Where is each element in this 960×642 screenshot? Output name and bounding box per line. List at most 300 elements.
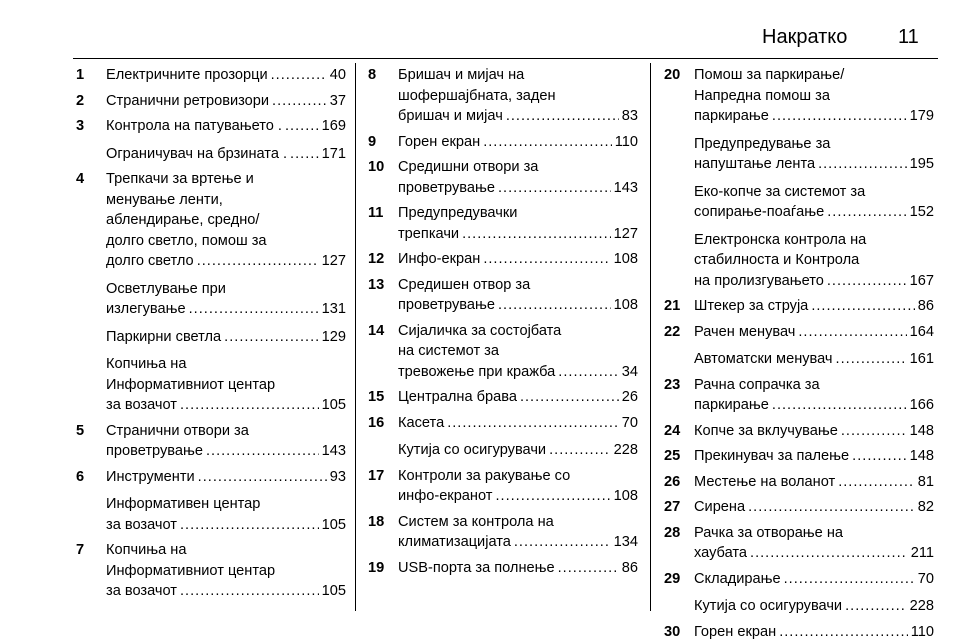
page-reference[interactable]: 70: [621, 414, 638, 431]
entry-line: [694, 182, 934, 203]
entry-line: [398, 532, 638, 553]
dot-leader: [748, 497, 915, 518]
entry-line: [106, 210, 346, 231]
entry-item: [106, 540, 346, 602]
entry-item: [398, 275, 638, 316]
entry-line: [694, 446, 934, 467]
entry-text: Складирање: [694, 570, 781, 587]
page-reference[interactable]: 143: [321, 443, 346, 459]
entry-line: [398, 321, 638, 342]
page-reference[interactable]: 143: [613, 179, 638, 196]
index-entry: [76, 116, 346, 164]
entry-text: Странични ретровизори: [106, 92, 270, 109]
page-reference[interactable]: 166: [909, 397, 934, 413]
entry-line: [398, 106, 638, 127]
dot-leader: [827, 271, 907, 292]
dot-leader: [483, 249, 610, 270]
entry-line: [106, 116, 346, 137]
entry-line: [106, 169, 346, 190]
entry-line: [398, 512, 638, 533]
entry-text: Информативен центар: [106, 496, 261, 512]
page-header: [0, 18, 960, 48]
page-reference[interactable]: 131: [321, 301, 346, 317]
entry-text: Сијаличка за состојбата: [398, 322, 562, 339]
entry-text: паркирање: [694, 108, 769, 124]
page-reference[interactable]: 161: [909, 351, 934, 367]
entry-line: [694, 622, 934, 642]
page-reference[interactable]: 134: [613, 534, 638, 550]
dot-leader: [271, 65, 327, 86]
index-entry: [664, 523, 934, 564]
entry-line: [106, 65, 346, 86]
page-reference[interactable]: 127: [613, 225, 638, 242]
dot-leader: [779, 622, 908, 642]
entry-line: [106, 395, 346, 416]
dot-leader: [549, 440, 611, 461]
index-entry: [664, 65, 934, 291]
dot-leader: [750, 543, 908, 564]
entry-text: Паркирни светла: [106, 328, 222, 345]
entry-line: [694, 497, 934, 518]
entry-item: [694, 230, 934, 292]
index-entry: [368, 512, 638, 553]
entry-number: 14: [368, 322, 385, 339]
entry-item: [694, 65, 934, 127]
page-reference[interactable]: 179: [909, 108, 934, 124]
entry-text: Контрола на патувањето .: [106, 118, 282, 134]
page-number: 11: [898, 26, 919, 48]
entry-item: [398, 132, 638, 153]
entry-line: [694, 569, 934, 590]
entry-text: Касета: [398, 414, 445, 431]
entry-line: [106, 231, 346, 252]
dot-leader: [558, 558, 619, 579]
entry-text: USB-порта за полнење: [398, 559, 555, 576]
index-entry: [664, 421, 934, 442]
entry-text: стабилноста и Контрола: [694, 252, 860, 268]
entry-text: бришач и мијач: [398, 108, 503, 124]
index-entry: [368, 321, 638, 383]
entry-text: за возачот: [106, 583, 177, 599]
entry-text: Осветлување при: [106, 280, 226, 297]
dot-leader: [189, 299, 319, 320]
entry-text: Рачна сопрачка за: [694, 376, 820, 393]
entry-line: [694, 349, 934, 370]
entry-text: хаубата: [694, 545, 748, 561]
page-reference[interactable]: 171: [321, 145, 346, 162]
index-entry: [76, 169, 346, 416]
page-reference[interactable]: 83: [621, 108, 638, 124]
entry-item: [694, 523, 934, 564]
dot-leader: [827, 202, 906, 223]
entry-text: долго светло, помош за: [106, 232, 267, 249]
entry-item: [106, 467, 346, 488]
entry-item: [106, 494, 346, 535]
entry-line: [106, 515, 346, 536]
entry-line: [106, 441, 346, 462]
entry-text: проветрување: [398, 179, 495, 196]
entry-item: [694, 622, 934, 642]
entry-text: сопирање-поаѓање: [694, 204, 825, 220]
page-reference[interactable]: 152: [909, 204, 934, 220]
entry-text: Местење на воланот: [694, 473, 836, 490]
entry-line: [106, 251, 346, 272]
entry-item: [694, 134, 934, 175]
entry-text: Информативниот центар: [106, 562, 276, 579]
entry-text: Копчиња на: [106, 356, 187, 372]
entry-item: [106, 91, 346, 112]
entry-number: 13: [368, 276, 385, 293]
entry-text: Горен екран: [694, 623, 777, 640]
entry-text: за возачот: [106, 516, 177, 533]
entry-line: [694, 134, 934, 155]
page-reference[interactable]: 105: [321, 516, 346, 533]
entry-text: Рачка за отворање на: [694, 524, 844, 541]
column-divider: [650, 63, 651, 611]
entry-line: [106, 327, 346, 348]
dot-leader: [845, 596, 907, 617]
entry-item: [694, 296, 934, 317]
dot-leader: [206, 441, 319, 462]
entry-number: 18: [368, 513, 385, 530]
page-reference[interactable]: 164: [909, 323, 934, 340]
page-reference[interactable]: 37: [329, 92, 346, 109]
entry-line: [694, 395, 934, 416]
entry-number: 9: [368, 133, 377, 150]
entry-item: [398, 65, 638, 127]
page-reference[interactable]: 108: [613, 297, 638, 313]
entry-line: [694, 523, 934, 544]
entry-item: [694, 472, 934, 493]
entry-text: за возачот: [106, 397, 177, 413]
entry-line: [398, 275, 638, 296]
dot-leader: [198, 467, 327, 488]
entry-number: 24: [664, 422, 681, 439]
entry-number: 22: [664, 323, 681, 340]
column-divider: [355, 63, 356, 611]
index-entry: [664, 622, 934, 642]
dot-leader: [811, 296, 914, 317]
dot-leader: [224, 327, 318, 348]
entry-item: [398, 413, 638, 434]
entry-item: [398, 321, 638, 383]
page-reference[interactable]: 105: [321, 397, 346, 413]
entry-number: 25: [664, 448, 681, 464]
index-entry: [664, 569, 934, 617]
dot-leader: [462, 224, 611, 245]
entry-item: [398, 157, 638, 198]
dot-leader: [772, 106, 907, 127]
index-entry: [368, 249, 638, 270]
entry-text: Кутија со осигурувачи: [398, 442, 547, 458]
page-reference[interactable]: 86: [621, 559, 638, 576]
entry-number: 20: [664, 67, 681, 83]
entry-line: [106, 190, 346, 211]
entry-line: [106, 581, 346, 602]
entry-text: Сирена: [694, 499, 746, 515]
page-reference[interactable]: 148: [909, 448, 934, 464]
entry-text: Еко-копче за системот за: [694, 183, 866, 200]
page-title: Накратко: [762, 26, 848, 48]
page-reference[interactable]: 167: [909, 272, 934, 289]
entry-item: [694, 349, 934, 370]
entry-text: менување ленти,: [106, 191, 223, 208]
index-entry: [368, 203, 638, 244]
index-entry: [664, 497, 934, 518]
entry-text: климатизацијата: [398, 534, 511, 550]
entry-line: [106, 354, 346, 375]
entry-text: Предупредувачки: [398, 205, 518, 221]
entry-item: [398, 249, 638, 270]
index-entry: [368, 466, 638, 507]
entry-item: [694, 375, 934, 416]
entry-item: [694, 421, 934, 442]
entry-text: Електричните прозорци: [106, 67, 268, 83]
page-reference[interactable]: 211: [910, 545, 934, 561]
page-reference[interactable]: 228: [909, 598, 934, 614]
entry-line: [694, 421, 934, 442]
dot-leader: [818, 154, 907, 175]
entry-number: 23: [664, 376, 681, 393]
entry-number: 10: [368, 159, 385, 175]
entry-number: 1: [76, 67, 85, 83]
entry-text: излегување: [106, 301, 186, 317]
entry-text: напуштање лента: [694, 156, 816, 172]
dot-leader: [197, 251, 319, 272]
entry-line: [398, 132, 638, 153]
page-reference[interactable]: 228: [613, 442, 638, 458]
entry-item: [106, 169, 346, 272]
entry-line: [398, 440, 638, 461]
entry-line: [398, 249, 638, 270]
entry-item: [694, 596, 934, 617]
entry-item: [694, 497, 934, 518]
entry-item: [398, 387, 638, 408]
page-reference[interactable]: 148: [909, 422, 934, 439]
entry-item: [398, 203, 638, 244]
entry-line: [398, 466, 638, 487]
header-rule: [73, 58, 938, 59]
entry-text: инфо-екранот: [398, 488, 493, 504]
entry-line: [694, 322, 934, 343]
entry-text: Инструменти: [106, 468, 195, 485]
dot-leader: [180, 515, 319, 536]
entry-text: паркирање: [694, 397, 769, 413]
entry-text: трепкачи: [398, 225, 460, 242]
entry-text: проветрување: [106, 443, 203, 459]
index-column-middle: [368, 63, 638, 578]
dot-leader: [798, 322, 906, 343]
entry-text: Средишни отвори за: [398, 159, 539, 175]
entry-line: [694, 596, 934, 617]
page-reference[interactable]: 34: [621, 363, 638, 380]
entry-line: [694, 543, 934, 564]
entry-line: [694, 106, 934, 127]
dot-leader: [772, 395, 907, 416]
entry-text: Кутија со осигурувачи: [694, 598, 843, 614]
page-reference[interactable]: 82: [917, 499, 934, 515]
entry-text: Горен екран: [398, 133, 481, 150]
page-reference[interactable]: 127: [321, 253, 346, 269]
page-reference[interactable]: 110: [910, 623, 934, 640]
entry-item: [106, 116, 346, 137]
index-entry: [368, 413, 638, 461]
entry-number: 27: [664, 499, 681, 515]
entry-text: Систем за контрола на: [398, 513, 554, 530]
index-entry: [368, 387, 638, 408]
entry-line: [694, 250, 934, 271]
entry-number: 4: [76, 171, 85, 187]
dot-leader: [498, 178, 611, 199]
dot-leader: [180, 581, 319, 602]
entry-line: [106, 467, 346, 488]
entry-line: [398, 486, 638, 507]
dot-leader: [514, 532, 611, 553]
entry-text: Бришач и мијач на: [398, 67, 525, 83]
entry-line: [694, 296, 934, 317]
index-entry: [664, 446, 934, 467]
entry-line: [398, 558, 638, 579]
entry-text: Централна брава: [398, 389, 517, 405]
entry-line: [398, 341, 638, 362]
page-reference[interactable]: 81: [917, 473, 934, 490]
page-reference[interactable]: 93: [329, 468, 346, 485]
entry-text: на пролизгувањето: [694, 272, 824, 289]
index-entry: [76, 421, 346, 462]
entry-number: 5: [76, 422, 85, 439]
entry-number: 7: [76, 542, 85, 558]
entry-line: [106, 279, 346, 300]
dot-leader: [447, 413, 619, 434]
entry-line: [694, 65, 934, 86]
entry-text: проветрување: [398, 297, 495, 313]
entry-number: 29: [664, 570, 681, 587]
entry-number: 28: [664, 524, 681, 541]
entry-item: [106, 144, 346, 165]
entry-text: Напредна помош за: [694, 87, 830, 104]
entry-number: 16: [368, 414, 385, 431]
page-reference[interactable]: 86: [917, 298, 934, 314]
entry-text: Предупредување за: [694, 135, 831, 152]
entry-text: Прекинувач за палење: [694, 448, 850, 464]
entry-line: [106, 421, 346, 442]
entry-text: Странични отвори за: [106, 422, 249, 439]
entry-text: тревожење при кражба: [398, 363, 556, 380]
entry-line: [398, 86, 638, 107]
entry-item: [398, 440, 638, 461]
page-reference[interactable]: 110: [614, 133, 638, 150]
dot-leader: [558, 362, 618, 383]
entry-line: [106, 375, 346, 396]
entry-item: [106, 421, 346, 462]
entry-text: Помош за паркирање/: [694, 67, 845, 83]
dot-leader: [290, 144, 319, 165]
dot-leader: [852, 446, 906, 467]
entry-line: [694, 472, 934, 493]
entry-line: [398, 413, 638, 434]
entry-line: [694, 202, 934, 223]
dot-leader: [285, 116, 319, 137]
entry-line: [398, 387, 638, 408]
index-entry: [664, 375, 934, 416]
page-reference[interactable]: 108: [613, 251, 638, 267]
entry-number: 11: [368, 205, 384, 221]
entry-text: Средишен отвор за: [398, 276, 531, 293]
dot-leader: [498, 295, 611, 316]
entry-line: [398, 295, 638, 316]
page-reference[interactable]: 195: [909, 156, 934, 172]
page-reference[interactable]: 70: [917, 570, 934, 587]
entry-text: Електронска контрола на: [694, 231, 867, 248]
index-column-right: [664, 63, 934, 642]
entry-item: [694, 182, 934, 223]
entry-item: [398, 466, 638, 507]
entry-number: 17: [368, 467, 385, 484]
index-entry: [664, 472, 934, 493]
entry-item: [694, 322, 934, 343]
index-entry: [368, 132, 638, 153]
page-reference[interactable]: 108: [613, 488, 638, 504]
entry-text: Контроли за ракување со: [398, 467, 571, 484]
page-reference[interactable]: 169: [321, 118, 346, 134]
index-entry: [368, 558, 638, 579]
dot-leader: [180, 395, 319, 416]
entry-item: [106, 354, 346, 416]
page-reference[interactable]: 105: [321, 583, 346, 599]
dot-leader: [841, 421, 907, 442]
entry-line: [398, 65, 638, 86]
dot-leader: [495, 486, 610, 507]
entry-line: [398, 157, 638, 178]
dot-leader: [838, 472, 915, 493]
entry-line: [694, 230, 934, 251]
entry-number: 26: [664, 473, 681, 490]
entry-number: 2: [76, 92, 85, 109]
entry-text: Копче за вклучување: [694, 422, 838, 439]
index-entry: [76, 467, 346, 536]
entry-line: [106, 91, 346, 112]
entry-number: 6: [76, 468, 85, 485]
dot-leader: [836, 349, 907, 370]
index-entry: [76, 91, 346, 112]
index-entry: [368, 65, 638, 127]
dot-leader: [784, 569, 915, 590]
entry-line: [398, 224, 638, 245]
page-reference[interactable]: 40: [329, 67, 346, 83]
entry-number: 8: [368, 67, 377, 83]
dot-leader: [520, 387, 619, 408]
entry-text: Рачен менувач: [694, 323, 796, 340]
index-column-left: [76, 63, 346, 602]
index-entry: [368, 157, 638, 198]
entry-line: [106, 299, 346, 320]
entry-line: [398, 203, 638, 224]
entry-line: [694, 271, 934, 292]
dot-leader: [272, 91, 327, 112]
page-reference[interactable]: 129: [321, 328, 346, 345]
entry-text: Штекер за струја: [694, 298, 809, 314]
entry-text: аблендирање, средно/: [106, 212, 260, 228]
entry-line: [694, 154, 934, 175]
entry-text: на системот за: [398, 343, 499, 359]
entry-number: 30: [664, 623, 681, 640]
entry-line: [106, 494, 346, 515]
page-reference[interactable]: 26: [621, 389, 638, 405]
entry-number: 12: [368, 251, 385, 267]
index-entry: [664, 322, 934, 370]
dot-leader: [506, 106, 619, 127]
index-entry: [368, 275, 638, 316]
